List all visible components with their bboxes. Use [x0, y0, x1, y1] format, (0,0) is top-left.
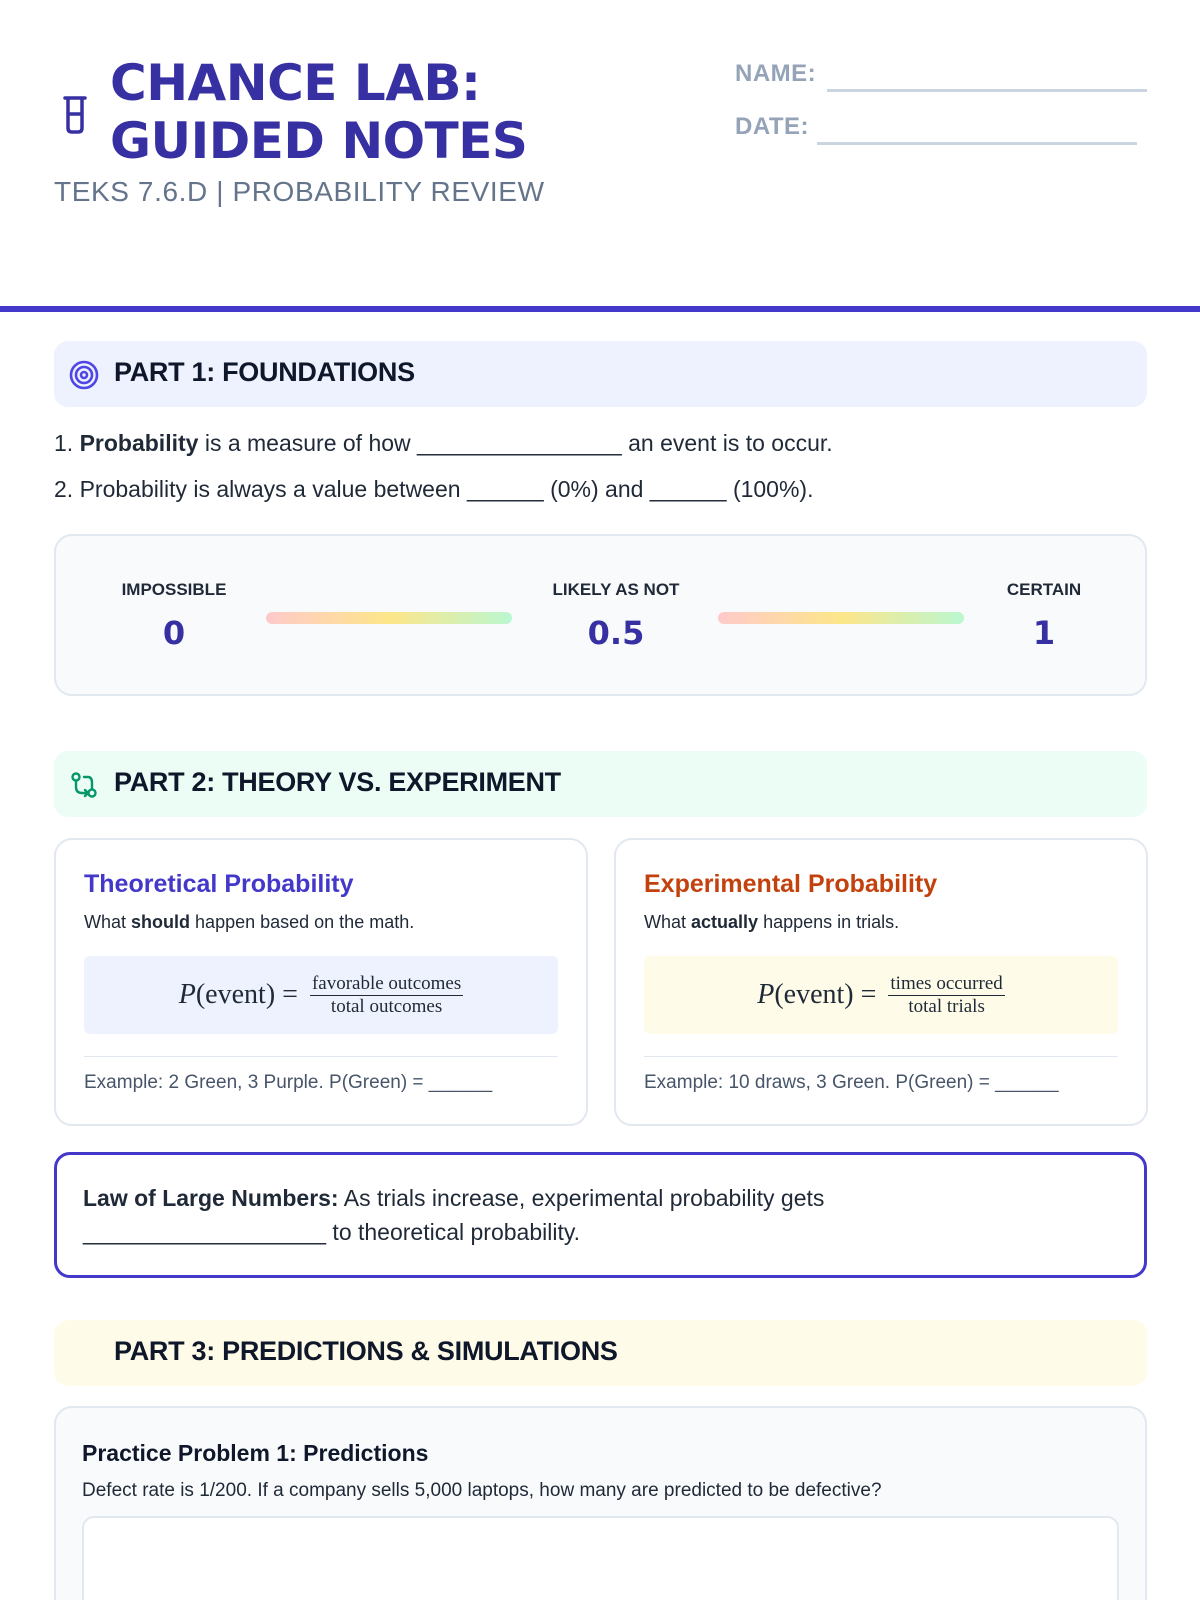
- experimental-example: Example: 10 draws, 3 Green. P(Green) = ______: [644, 1072, 1059, 1093]
- part3-header: [54, 1320, 1147, 1386]
- scale-gradient-bar-left: [266, 612, 512, 624]
- scale-label-impossible: IMPOSSIBLE: [121, 580, 227, 599]
- law-of-large-numbers-box: [54, 1152, 1147, 1278]
- header-divider: [0, 306, 1200, 312]
- law-text: [83, 1181, 1063, 1249]
- part1-header: [54, 341, 1147, 407]
- experimental-formula-var: P: [757, 979, 775, 1010]
- scale-label-certain: CERTAIN: [1006, 580, 1082, 599]
- theoretical-numerator: favorable outcomes: [311, 972, 462, 994]
- beaker-icon: [60, 94, 90, 134]
- date-field[interactable]: [817, 142, 1137, 145]
- experimental-description: [644, 912, 899, 933]
- theoretical-example: Example: 2 Green, 3 Purple. P(Green) = ______: [84, 1072, 493, 1093]
- theoretical-formula: [84, 956, 558, 1034]
- theoretical-formula-var: P: [178, 979, 196, 1010]
- part3-heading: PART 3: PREDICTIONS & SIMULATIONS: [114, 1336, 618, 1366]
- theoretical-title: Theoretical Probability: [84, 870, 354, 898]
- experimental-denominator: total trials: [908, 995, 985, 1017]
- experimental-title: Experimental Probability: [644, 870, 938, 898]
- experimental-desc-post: happens in trials.: [763, 912, 900, 932]
- scale-value-likely: 0.5: [587, 614, 645, 652]
- probability-scale: [54, 534, 1147, 696]
- scale-value-impossible: 0: [162, 614, 186, 652]
- experimental-desc-bold: actually: [691, 912, 759, 932]
- experimental-desc-pre: What: [644, 912, 687, 932]
- question-1-term: Probability: [79, 430, 199, 456]
- page-title: CHANCE LAB: GUIDED NOTES: [110, 54, 528, 170]
- part2-heading: PART 2: THEORY VS. EXPERIMENT: [114, 767, 561, 797]
- experimental-formula-lhs: [757, 979, 876, 1011]
- question-1-number: 1.: [54, 430, 74, 456]
- page-subtitle: TEKS 7.6.D | PROBABILITY REVIEW: [54, 176, 545, 207]
- theoretical-fraction: [310, 974, 463, 1017]
- part2-header: [54, 751, 1147, 817]
- theoretical-desc-post: happen based on the math.: [195, 912, 415, 932]
- scale-gradient-bar-right: [718, 612, 964, 624]
- scale-value-certain: 1: [1032, 614, 1056, 652]
- experimental-numerator: times occurred: [890, 972, 1003, 994]
- practice-problem-1-answer-box[interactable]: [82, 1516, 1119, 1600]
- theoretical-card: [54, 838, 588, 1126]
- name-field[interactable]: [827, 89, 1147, 92]
- question-1-text: is a measure of how ________________ an event is to occur.: [204, 430, 833, 456]
- part1-heading: PART 1: FOUNDATIONS: [114, 357, 415, 387]
- theoretical-divider: [84, 1056, 558, 1057]
- experimental-fraction: [888, 974, 1004, 1017]
- worksheet-header: [0, 0, 1200, 308]
- theoretical-formula-lhs: [179, 979, 298, 1011]
- question-2: 2. Probability is always a value between ______ (0%) and ______ (100%).: [54, 476, 814, 502]
- theoretical-desc-pre: What: [84, 912, 127, 932]
- law-statement: As trials increase, experimental probability gets ___________________ to theoretical probability.: [83, 1185, 825, 1245]
- name-label: NAME:: [735, 60, 817, 87]
- practice-problem-1: [54, 1406, 1147, 1600]
- experimental-divider: [644, 1056, 1118, 1057]
- question-1: [54, 430, 833, 457]
- date-label: DATE:: [735, 113, 810, 140]
- experimental-formula: [644, 956, 1118, 1034]
- target-icon: [68, 359, 100, 391]
- theoretical-denominator: total outcomes: [330, 995, 443, 1017]
- experimental-formula-arg: (event) =: [774, 979, 877, 1010]
- practice-problem-1-text: Defect rate is 1/200. If a company sells 5,000 laptops, how many are predicted to be defective?: [82, 1480, 882, 1501]
- theoretical-formula-arg: (event) =: [195, 979, 298, 1010]
- git-compare-icon: [68, 769, 100, 801]
- theoretical-description: [84, 912, 414, 933]
- law-term: Law of Large Numbers:: [83, 1185, 339, 1211]
- scale-label-likely: LIKELY AS NOT: [552, 580, 680, 599]
- theoretical-desc-bold: should: [131, 912, 191, 932]
- practice-problem-1-title: Practice Problem 1: Predictions: [82, 1440, 429, 1466]
- experimental-card: [614, 838, 1148, 1126]
